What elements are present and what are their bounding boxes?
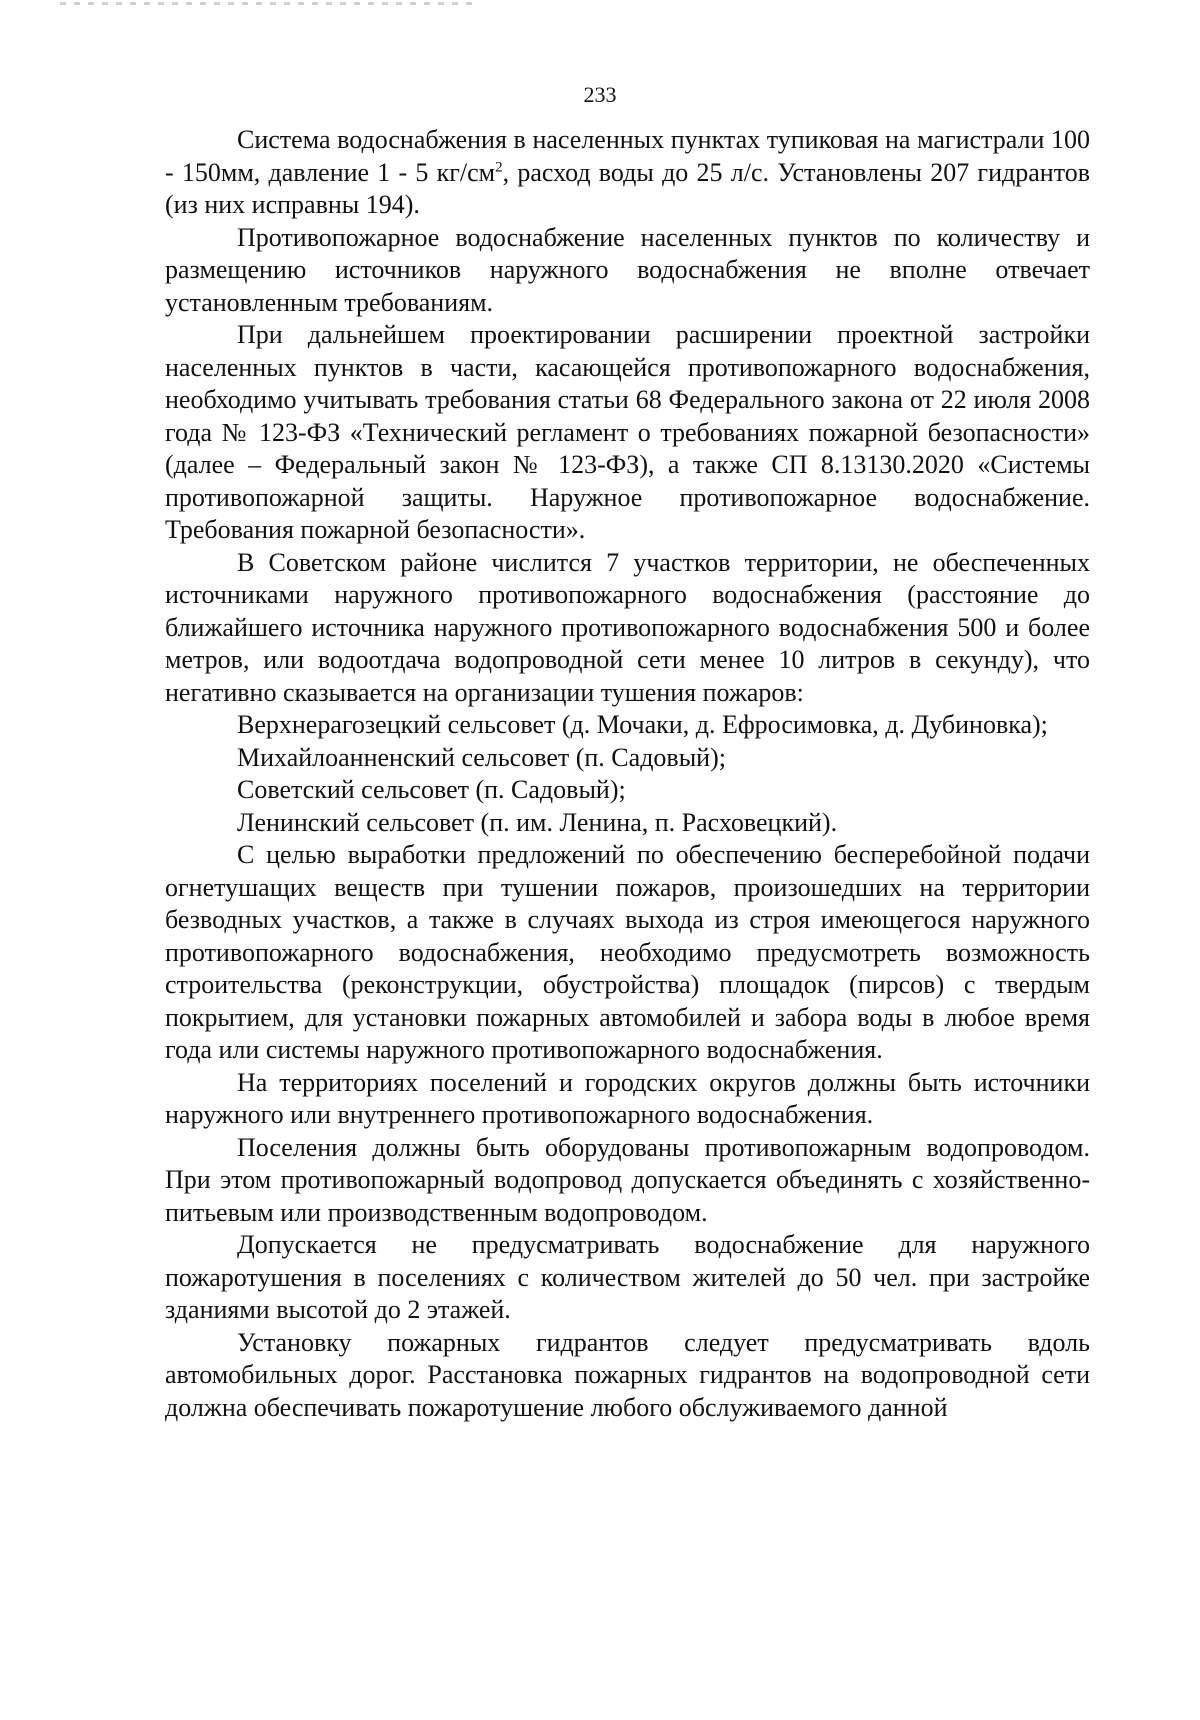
list-item: Михайлоанненский сельсовет (п. Садовый);: [237, 742, 726, 772]
list-item: Советский сельсовет (п. Садовый);: [237, 775, 626, 804]
paragraph-territories: На территориях поселений и городских округов должны быть источники наружного или внутреннего противопожарного водоснабжения.: [165, 1067, 1090, 1129]
paragraph-fire-water-supply: Противопожарное водоснабжение населенных пунктов по количеству и размещению источников наружного водоснабжения не вполне отвечает установленным требованиям.: [165, 222, 1090, 317]
document-body: [165, 124, 1090, 1424]
paragraph-text: , расход воды до 25 л/с. Установлены 207 гидрантов (из них исправны 194).: [165, 157, 1090, 219]
paragraph-sovetsky-district: В Советском районе числится 7 участков территории, не обеспеченных источниками наружного противопожарного водоснабжения (расстояние до ближайшего источника наружного противопожарного водоснабжения 500 и более метров, или водоотдача водопроводной сети менее 10 литров в секунду), что негативно сказывается на организации тушения пожаров:: [165, 547, 1090, 707]
paragraph-settlements-water-pipe: Поселения должны быть оборудованы противопожарным водопроводом. При этом противопожарный водопровод допускается объединять с хозяйственно-питьевым или производственным водопроводом.: [165, 1132, 1090, 1227]
superscript: 2: [495, 158, 503, 175]
scan-artifact: [60, 2, 480, 5]
paragraph-text: Система водоснабжения в населенных пунктах тупиковая на магистрали 100 - 150мм, давление 1 - 5 кг/см: [165, 125, 1090, 187]
paragraph-water-supply-system: [165, 124, 1090, 222]
list-item: Ленинский сельсовет (п. им. Ленина, п. Расховецкий).: [237, 807, 838, 837]
paragraph-hydrants-placement: Установку пожарных гидрантов следует предусматривать вдоль автомобильных дорог. Расстановка пожарных гидрантов на водопроводной сети должна обеспечивать пожаротушение любого обслуживаемого данной: [165, 1327, 1090, 1422]
paragraph-design-requirements: При дальнейшем проектировании расширении проектной застройки населенных пунктов в части, касающейся противопожарного водоснабжения, необходимо учитывать требования статьи 68 Федерального закона от 22 июля 2008 года № 123-ФЗ «Технический регламент о требованиях пожарной безопасности» (далее – Федеральный закон № 123-ФЗ), а также СП 8.13130.2020 «Системы противопожарной защиты. Наружное противопожарное водоснабжение. Требования пожарной безопасности».: [165, 320, 1090, 544]
paragraph-small-settlements: Допускается не предусматривать водоснабжение для наружного пожаротушения в поселениях с количеством жителей до 50 чел. при застройке зданиями высотой до 2 этажей.: [165, 1230, 1090, 1324]
list-item: Верхнерагозецкий сельсовет (д. Мочаки, д. Ефросимовка, д. Дубиновка);: [237, 710, 1048, 739]
paragraph-proposals: С целью выработки предложений по обеспечению бесперебойной подачи огнетушащих веществ при тушении пожаров, произошедших на территории безводных участков, а также в случаях выхода из строя имеющегося наружного противопожарного водоснабжения, необходимо предусмотреть возможность строительства (реконструкции, обустройства) площадок (пирсов) с твердым покрытием, для установки пожарных автомобилей и забора воды в любое время года или системы наружного противопожарного водоснабжения.: [165, 840, 1090, 1064]
page-number: 233: [583, 82, 617, 107]
